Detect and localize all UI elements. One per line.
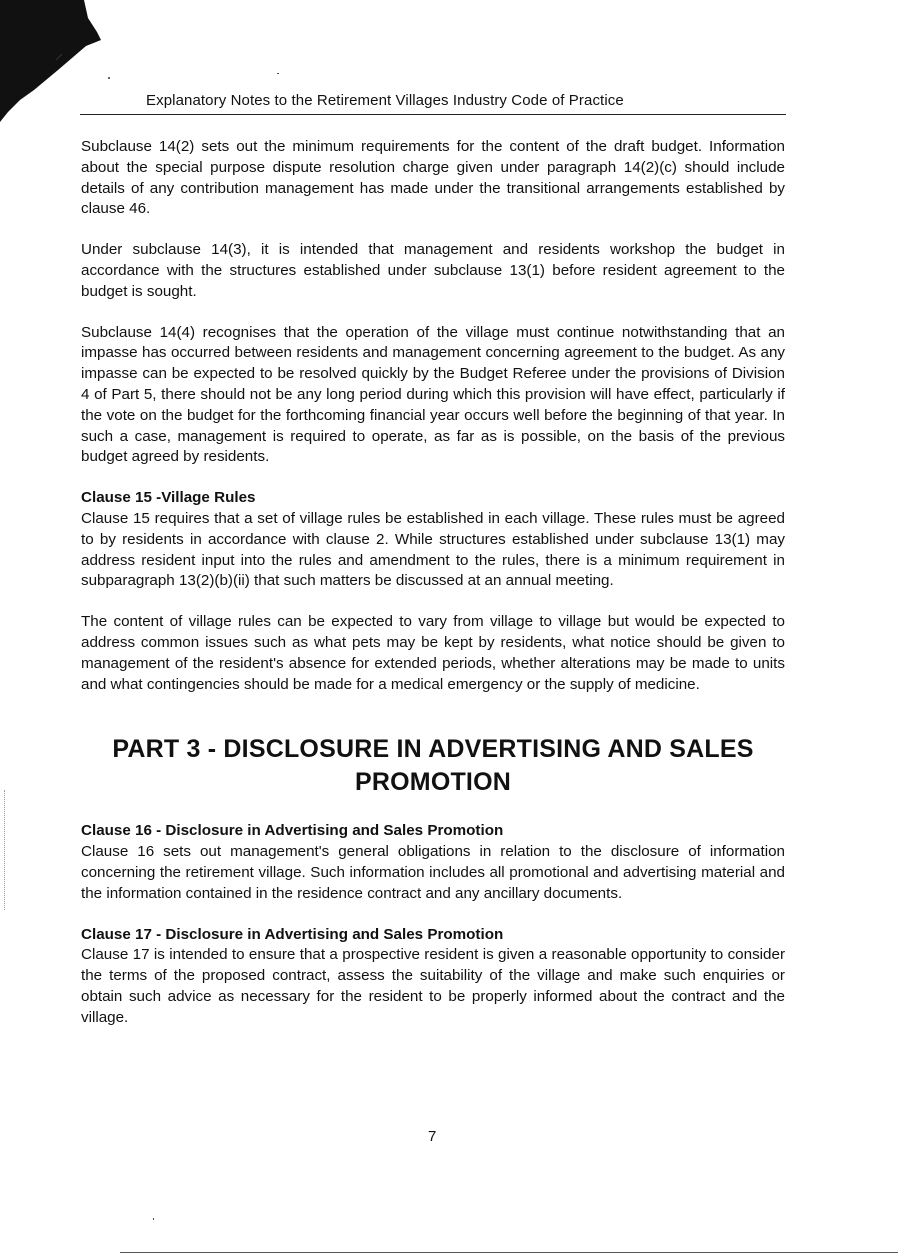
running-header: Explanatory Notes to the Retirement Villages Industry Code of Practice: [146, 92, 624, 109]
paragraph-subclause-14-3: Under subclause 14(3), it is intended that management and residents workshop the budget in accordance with the structures established under subclause 13(1) before resident agreement to the budget is sought.: [81, 241, 785, 300]
paragraph-subclause-14-2: Subclause 14(2) sets out the minimum requirements for the content of the draft budget. Information about the special purpose dispute resolution charge given under paragraph 14(2)(c) should include details of any contribution management has made under the transitional arrangements established by clause 46.: [81, 138, 785, 218]
scan-bottom-edge: [120, 1252, 898, 1253]
clause-17-body: Clause 17 is intended to ensure that a prospective resident is given a reasonable opportunity to consider the terms of the proposed contract, assess the suitability of the village and make such enquiries or obtain such advice as necessary for the resident to be properly informed about the contract and the village.: [81, 946, 785, 1026]
paragraph-subclause-14-4: Subclause 14(4) recognises that the operation of the village must continue notwithstanding that an impasse has occurred between residents and management concerning agreement to the budget. As any impasse can be expected to be resolved quickly by the Budget Referee under the provisions of Division 4 of Part 5, there should not be any long period during which this provision will have effect, particularly if the vote on the budget for the forthcoming financial year occurs well before the beginning of that year. In such a case, management is required to operate, as far as is possible, on the basis of the previous budget agreed by residents.: [81, 323, 785, 466]
scan-speck: [153, 1218, 154, 1220]
part-3-title-line-2: PROMOTION: [355, 768, 511, 797]
clause-16-heading: Clause 16 - Disclosure in Advertising and Sales Promotion: [81, 822, 504, 840]
header-rule: [80, 114, 786, 115]
clause-17-heading: Clause 17 - Disclosure in Advertising and Sales Promotion: [81, 925, 504, 943]
part-3-title-line-1: PART 3 - DISCLOSURE IN ADVERTISING AND SALES: [112, 735, 754, 764]
scan-speck: [108, 77, 110, 79]
scan-edge-mark: [4, 790, 6, 910]
page-number: 7: [428, 1128, 437, 1145]
scan-speck: [277, 73, 279, 74]
clause-15-paragraph-2: The content of village rules can be expected to vary from village to village but would be expected to address common issues such as what pets may be kept by residents, what notice should be given to management of the resident's absence for extended periods, whether alterations may be made to units and what contingencies should be made for a medical emergency or the supply of medicine.: [81, 613, 785, 693]
main-content: [81, 137, 785, 1049]
part-3-title: [81, 733, 785, 799]
clause-15-heading: Clause 15 -Village Rules: [81, 489, 256, 507]
clause-15-paragraph-1: Clause 15 requires that a set of village rules be established in each village. These rules must be agreed to by residents in accordance with clause 2. While structures established under subclause 13(1) may address resident input into the rules and amendment to the rules, there is a minimum requirement in subparagraph 13(2)(b)(ii) that such matters be discussed at an annual meeting.: [81, 509, 785, 590]
clause-16-body: Clause 16 sets out management's general obligations in relation to the disclosure of information concerning the retirement village. Such information includes all promotional and advertising material and the information contained in the residence contract and any ancillary documents.: [81, 843, 785, 902]
scan-corner-mark: [0, 0, 110, 125]
